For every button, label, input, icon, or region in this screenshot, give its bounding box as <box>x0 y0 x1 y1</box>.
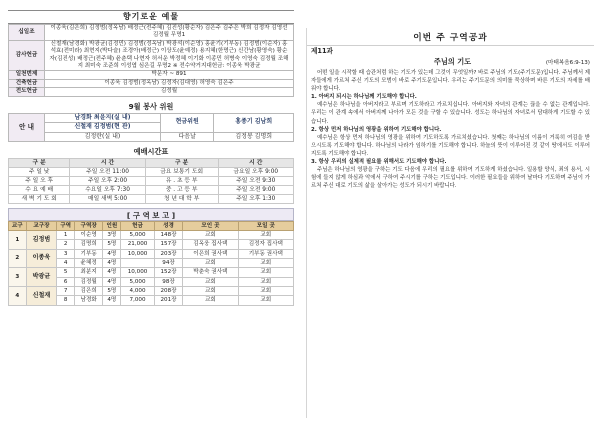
honor-label: 건축헌금 <box>9 79 45 87</box>
district-leader: 박광균 <box>26 268 57 287</box>
worship-header: 구 분 <box>145 159 218 168</box>
area-row <box>9 231 294 240</box>
lesson-point: 1. 아버지 되시는 하나님께 기도해야 합니다. <box>311 94 417 101</box>
worship-row <box>9 177 294 186</box>
lesson-reference: (마태복음6:9-13) <box>545 60 590 66</box>
area-report-title: [ 구 역 보 고 ] <box>8 208 294 221</box>
honor-row <box>9 88 294 96</box>
duty-cell: 신철재 김정범(현 관) <box>45 123 161 133</box>
area-cell: 5,000 <box>121 277 155 286</box>
area-cell: 김정월 <box>74 277 103 286</box>
area-cell: 김은희 <box>74 286 103 295</box>
district-leader: 김정범 <box>26 231 57 250</box>
area-cell: 7 <box>57 286 75 295</box>
area-header: 헌금 <box>121 222 155 231</box>
area-cell: 교회 <box>183 231 238 240</box>
area-cell: 7,000 <box>121 296 155 305</box>
worship-cell: 주일 오전 9:00 <box>218 186 294 195</box>
area-cell: 148장 <box>154 231 182 240</box>
area-cell: 5 <box>57 268 75 277</box>
honor-row <box>9 40 294 71</box>
area-cell: 5명 <box>103 286 121 295</box>
area-cell: 4명 <box>103 268 121 277</box>
lesson-title: 주님의 기도 <box>433 57 472 66</box>
worship-row <box>9 186 294 195</box>
worship-title: 예배시간표 <box>133 147 169 157</box>
lesson-intro: 어떤 일을 시작할 때 습관처럼 하는 기도가 있는데 그것이 무엇일까? 바로 주님의 기도(주기도문)입니다. 주님께서 제자들에게 가르쳐 주신 기도의 모범이 바로 주기도문입니다. 우리는 주기도문의 의미를 묵상하며 바른 기도의 자세를 배워야 합니다. <box>311 70 590 93</box>
area-cell: 이은희 권사댁 <box>183 249 238 258</box>
area-cell: 4명 <box>103 249 121 258</box>
duty-cell: 김정봉 김명희 <box>214 132 294 142</box>
area-cell: 4명 <box>103 277 121 286</box>
district-number: 1 <box>9 231 27 250</box>
honor-row <box>9 79 294 87</box>
area-cell: 5,000 <box>121 231 155 240</box>
duty-cell: 홍종기 김남희 <box>214 113 294 132</box>
duty-title: 9월 봉사 위원 <box>128 101 174 111</box>
area-cell: 4 <box>57 259 75 268</box>
area-cell: 8 <box>57 296 75 305</box>
area-cell: 98장 <box>154 277 182 286</box>
area-row <box>9 268 294 277</box>
duty-cell: 다음날 <box>160 132 214 142</box>
area-cell: 3명 <box>103 231 121 240</box>
worship-cell: 수요일 오후 7:30 <box>70 186 145 195</box>
worship-cell: 주 일 오 후 <box>9 177 70 186</box>
worship-cell: 금요일 오후 9:00 <box>218 168 294 177</box>
lesson-paragraph: 주님은 하나님의 영광을 구하는 기도 다음에 우리의 필요를 위하여 기도하게 하셨습니다. 일용할 양식, 죄의 용서, 시험에 들지 않게 하심과 악에서 구하여 주시기를 구하는 기도입니다. 이러한 필요들을 위하여 날마다 기도하며 주님이 가르쳐 주신 대로 기도의 삶을 살아가는 성도가 되시기 바랍니다. <box>311 167 590 190</box>
lesson-column <box>306 28 594 418</box>
area-cell: 교회 <box>238 286 293 295</box>
duty-label: 안 내 <box>9 113 45 142</box>
lesson-header: 이번 주 구역공과 <box>413 33 488 43</box>
area-header: 교구장 <box>26 222 57 231</box>
honor-row <box>9 71 294 79</box>
area-cell: 208장 <box>154 286 182 295</box>
worship-cell: 유 . 초 등 부 <box>145 177 218 186</box>
district-leader: 이종욱 <box>26 249 57 268</box>
area-cell: 4명 <box>103 296 121 305</box>
honor-text: 이종욱 김정범(정옥남) 김정자(김대영) 허영숙 김은주 <box>45 79 294 87</box>
area-cell <box>121 259 155 268</box>
duty-cell: 남경화 최윤지(실 내) <box>45 113 161 123</box>
area-cell: 교회 <box>238 296 293 305</box>
area-cell: 기부동 <box>74 249 103 258</box>
honor-label: 일천번제 <box>9 71 45 79</box>
area-cell: 203장 <box>154 249 182 258</box>
area-cell: 4,000 <box>121 286 155 295</box>
area-cell: 94장 <box>154 259 182 268</box>
area-cell: 김옥웅 집사댁 <box>183 240 238 249</box>
worship-table <box>8 158 294 204</box>
area-cell: 5명 <box>103 240 121 249</box>
area-header: 모일 곳 <box>238 222 293 231</box>
area-cell: 3 <box>57 249 75 258</box>
area-header: 교구 <box>9 222 27 231</box>
area-cell: 교회 <box>238 259 293 268</box>
lesson-paragraph: 예수님은 하나님을 아버지라고 부르며 기도하라고 가르치십니다. 아버지와 자녀의 관계는 끊을 수 없는 관계입니다. 우리는 이 관계 속에서 아버지께 나아가 모든 것을 구할 수 있습니다. 성도는 하나님의 자녀로서 담대하게 기도할 수 있습니다. <box>311 102 590 125</box>
lesson-paragraph: 예수님은 항상 먼저 하나님의 영광을 위하여 기도하도록 가르치셨습니다. 첫째는 하나님의 이름이 거룩히 여김을 받으시도록 기도해야 합니다. 하나님의 나라가 임하기를 기도해야 합니다. 하늘의 뜻이 이루어진 것 같이 땅에서도 이루어지도록 기도해야 합니다. <box>311 134 590 157</box>
area-cell: 교회 <box>183 296 238 305</box>
area-cell: 남경화 <box>74 296 103 305</box>
worship-cell: 중 . 고 등 부 <box>145 186 218 195</box>
worship-cell: 청 년 대 학 부 <box>145 195 218 204</box>
area-row <box>9 249 294 258</box>
worship-row <box>9 168 294 177</box>
worship-header: 시 간 <box>70 159 145 168</box>
worship-cell: 주일 오후 1:30 <box>218 195 294 204</box>
area-cell: 이순영 <box>74 231 103 240</box>
area-cell: 윤혜정 <box>74 259 103 268</box>
honor-text: 이종욱(김은희) 김정범(정옥남) 배정근(전주혜) 김진성(황순자) 김은주 김주은 박희 김정자 김영선 김정월 무명1 <box>45 25 294 41</box>
district-number: 4 <box>9 286 27 305</box>
area-cell: 교회 <box>238 277 293 286</box>
area-cell: 201장 <box>154 296 182 305</box>
area-cell: 교회 <box>238 268 293 277</box>
area-cell: 157장 <box>154 240 182 249</box>
duty-table <box>8 113 294 143</box>
lesson-body <box>311 45 594 418</box>
honor-text: 김정월 <box>45 88 294 96</box>
honor-label: 감사헌금 <box>9 40 45 71</box>
area-cell: 4명 <box>103 259 121 268</box>
duty-cell: 현금위원 <box>160 113 214 132</box>
worship-header: 시 간 <box>218 159 294 168</box>
honor-label: 십일조 <box>9 25 45 41</box>
area-cell: 기부동 권사댁 <box>238 249 293 258</box>
area-cell: 교회 <box>183 259 238 268</box>
area-row <box>9 286 294 295</box>
district-leader: 신철재 <box>26 286 57 305</box>
lesson-number: 제11과 <box>311 47 333 55</box>
area-report-table <box>8 221 294 305</box>
area-cell: 교회 <box>183 277 238 286</box>
honor-label: 전도헌금 <box>9 88 45 96</box>
lesson-point: 2. 항상 먼저 하나님의 영광을 위하여 기도해야 합니다. <box>311 126 442 133</box>
honor-table <box>8 24 294 97</box>
area-header: 성경 <box>154 222 182 231</box>
worship-header: 구 분 <box>9 159 70 168</box>
area-cell: 21,000 <box>121 240 155 249</box>
worship-cell: 주일 오전 11:00 <box>70 168 145 177</box>
area-cell: 박춘숙 권사댁 <box>183 268 238 277</box>
district-number: 3 <box>9 268 27 287</box>
district-number: 2 <box>9 249 27 268</box>
honor-text: 신철재(남경화) 박광균(김정민) 김정범(정옥남) 박광석(이순영) 홍윤기(기부동) 김정범(이순자) 홍석효(전미라) 최현지(박다슬) 조경아(배정근) 이상도(윤예정) 용지혜(한명근) 신간남(황영숙) 황순자(김진성) 배정근(전주혜) 윤춘택 나현자 허서운 박정혜 이기화 이종민 허병숙 이영숙 김정월 조해지 최미숙 조준희 이성엽 심은길 무명2 ※ 전수약거지대헌금: 이종욱 박광균 <box>45 40 294 71</box>
worship-cell: 수 요 예 배 <box>9 186 70 195</box>
worship-cell: 주일 오전 9:30 <box>218 177 294 186</box>
lesson-text <box>311 69 590 190</box>
area-cell: 6 <box>57 277 75 286</box>
area-cell: 10,000 <box>121 249 155 258</box>
honor-title: 향기로운 예물 <box>8 10 294 24</box>
area-cell: 최분지 <box>74 268 103 277</box>
area-cell: 교회 <box>183 286 238 295</box>
worship-cell: 매일 새벽 5:00 <box>70 195 145 204</box>
area-header: 구역장 <box>74 222 103 231</box>
worship-cell: 주일 오후 2:00 <box>70 177 145 186</box>
honor-row <box>9 25 294 41</box>
worship-cell: 금요 보통기 도회 <box>145 168 218 177</box>
area-cell: 10,000 <box>121 268 155 277</box>
honor-text: 박문자 ~ 891 <box>45 71 294 79</box>
duty-cell: 김정란(실 내) <box>45 132 161 142</box>
area-header: 구역 <box>57 222 75 231</box>
area-cell: 1 <box>57 231 75 240</box>
area-header: 모인 곳 <box>183 222 238 231</box>
area-cell: 김명희 <box>74 240 103 249</box>
area-cell: 교회 <box>238 231 293 240</box>
area-header: 인원 <box>103 222 121 231</box>
area-cell: 김정자 집사댁 <box>238 240 293 249</box>
worship-row <box>9 195 294 204</box>
area-cell: 152장 <box>154 268 182 277</box>
worship-cell: 새 벽 기 도 회 <box>9 195 70 204</box>
area-cell: 2 <box>57 240 75 249</box>
worship-cell: 주 일 낮 <box>9 168 70 177</box>
lesson-point: 3. 항상 우리의 실제적 필요를 위해서도 기도해야 합니다. <box>311 159 447 166</box>
left-column <box>8 10 294 306</box>
